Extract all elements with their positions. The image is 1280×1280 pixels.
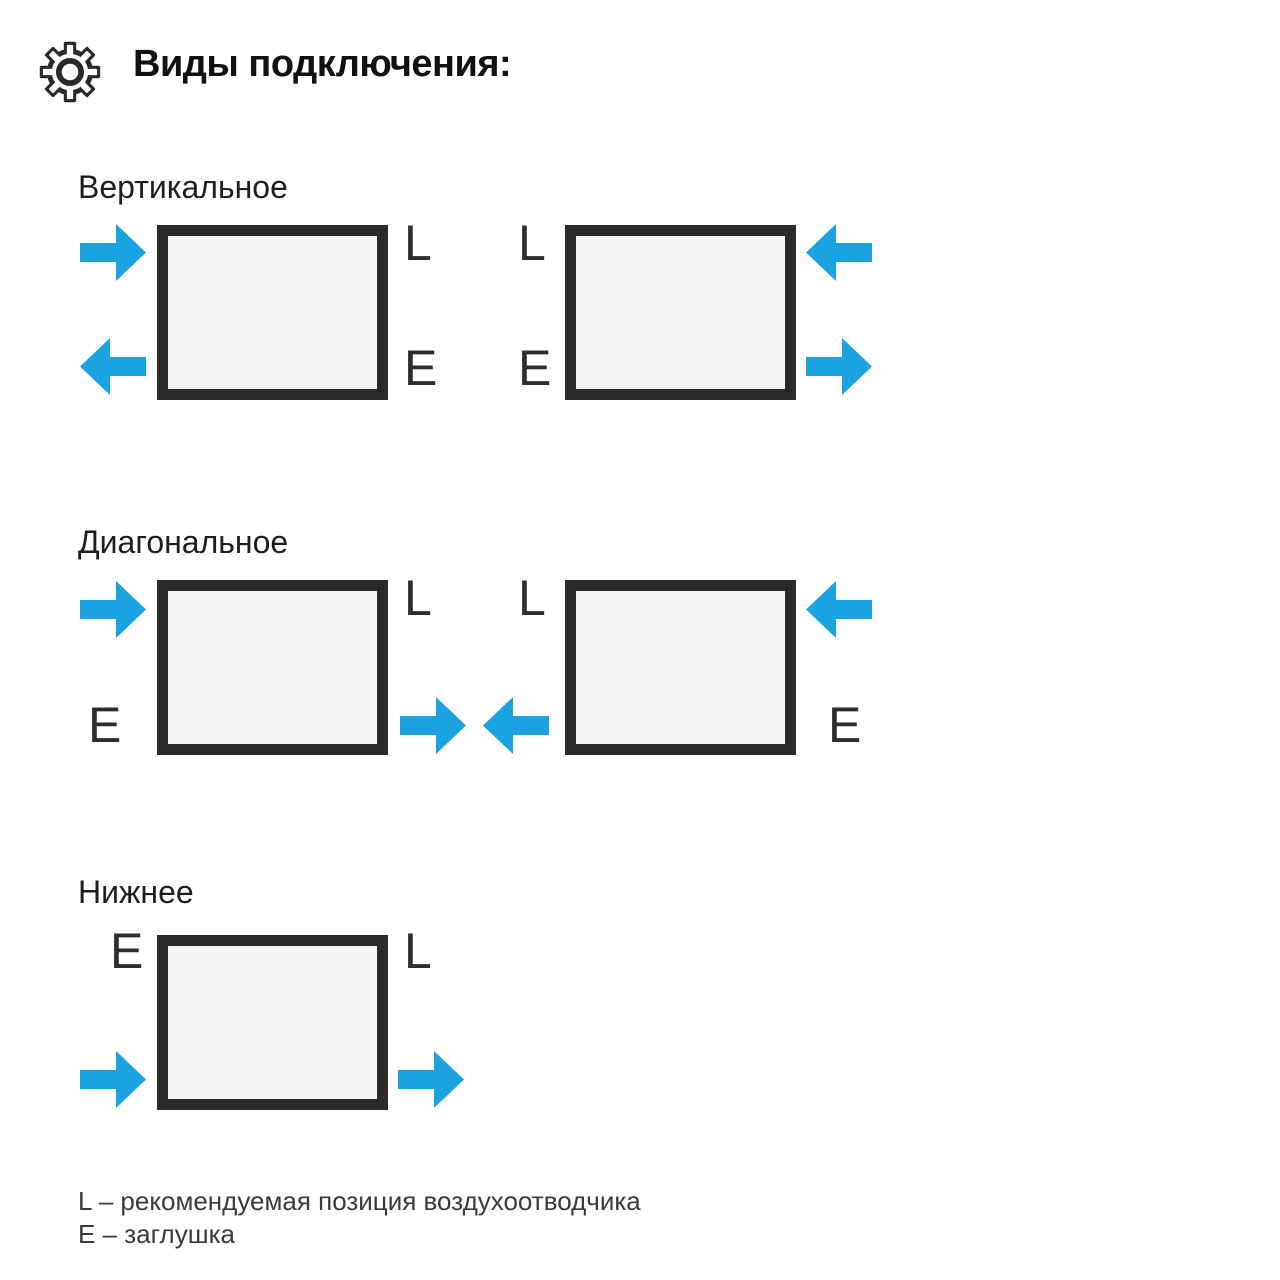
label-plug: E xyxy=(828,697,862,753)
page-title: Виды подключения: xyxy=(133,43,512,85)
label-air-vent: L xyxy=(404,215,432,271)
radiator-body xyxy=(157,935,388,1110)
legend xyxy=(78,1185,641,1251)
arrow-left-icon xyxy=(80,338,146,395)
gear-icon xyxy=(38,40,102,104)
legend-line-plug: E – заглушка xyxy=(78,1219,235,1249)
label-plug: E xyxy=(518,340,552,396)
section-heading: Нижнее xyxy=(78,874,194,910)
arrow-right-icon xyxy=(80,1051,146,1108)
arrow-right-icon xyxy=(806,338,872,395)
arrow-right-icon xyxy=(398,1051,464,1108)
arrow-right-icon xyxy=(80,224,146,281)
label-plug: E xyxy=(110,923,144,979)
label-air-vent: L xyxy=(404,570,432,626)
label-air-vent: L xyxy=(404,923,432,979)
arrow-left-icon xyxy=(483,697,549,754)
label-plug: E xyxy=(88,697,122,753)
arrow-right-icon xyxy=(80,581,146,638)
section-heading: Вертикальное xyxy=(78,169,288,205)
radiator-body xyxy=(157,225,388,400)
radiator-body xyxy=(157,580,388,755)
section-heading: Диагональное xyxy=(78,524,289,560)
arrow-left-icon xyxy=(806,581,872,638)
radiator-body xyxy=(565,580,796,755)
radiator-body xyxy=(565,225,796,400)
label-air-vent: L xyxy=(518,215,546,271)
legend-line-air-vent: L – рекомендуемая позиция воздухоотводчика xyxy=(78,1186,641,1216)
label-plug: E xyxy=(404,340,438,396)
label-air-vent: L xyxy=(518,570,546,626)
arrow-right-icon xyxy=(400,697,466,754)
arrow-left-icon xyxy=(806,224,872,281)
